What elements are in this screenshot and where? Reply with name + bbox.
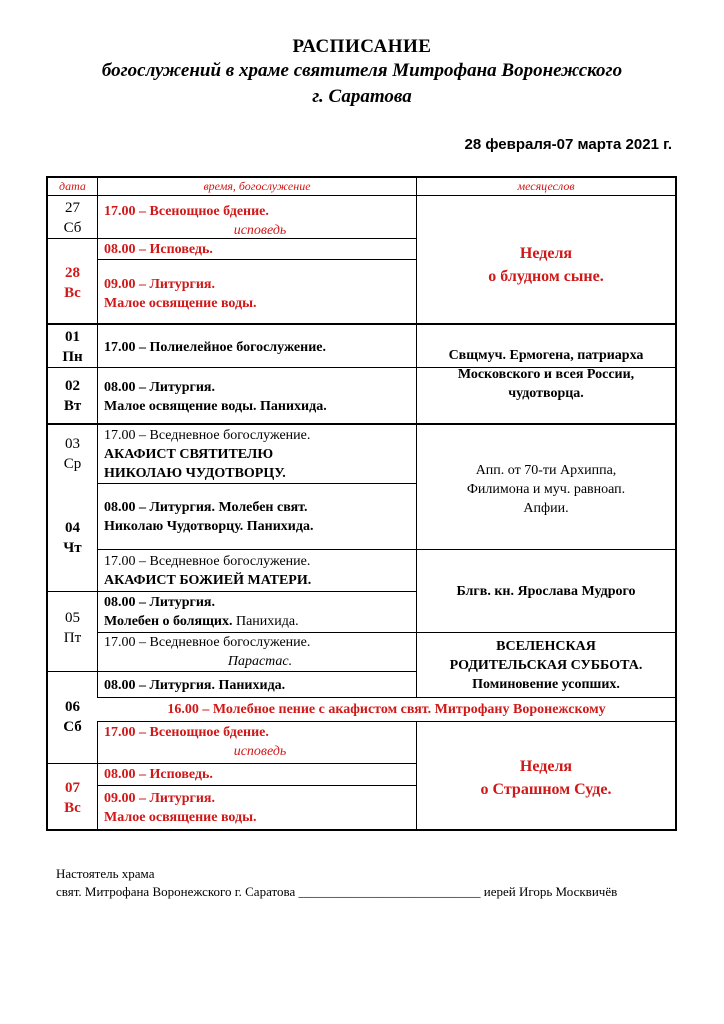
service-entry: 09.00 – Литургия. Малое освящение воды. xyxy=(104,791,257,825)
footer-signature-line: свят. Митрофана Воронежского г. Саратова ____________________________ иерей Игорь Москвичёв xyxy=(56,884,618,899)
date-cell: 01 Пн xyxy=(62,329,83,365)
service-entry: 17.00 – Всенощное бдение. исповедь xyxy=(104,725,287,759)
menologion-entry: Неделя о блудном сыне. xyxy=(488,245,604,285)
date-cell: 06 Сб xyxy=(63,699,82,735)
service-entry: 08.00 – Исповедь. xyxy=(104,242,213,257)
document-title: РАСПИСАНИЕ xyxy=(292,36,432,57)
date-cell: 04 Чт xyxy=(63,520,82,556)
date-cell: 05 Пт xyxy=(63,610,82,646)
service-entry: 08.00 – Исповедь. xyxy=(104,767,213,782)
document-subtitle-city: г. Саратова xyxy=(312,86,412,107)
document-subtitle: богослужений в храме святителя Митрофана Воронежского xyxy=(101,60,623,81)
service-entry: 17.00 – Вседневное богослужение. АКАФИСТ СВЯТИТЕЛЮ НИКОЛАЮ ЧУДОТВОРЦУ. xyxy=(104,428,311,481)
column-header-menologion: месяцеслов xyxy=(517,179,575,193)
service-entry: 08.00 – Литургия. Панихида. xyxy=(104,678,286,693)
service-entry: 08.00 – Литургия. Молебен о болящих. Панихида. xyxy=(104,595,299,629)
service-entry: 17.00 – Всенощное бдение. исповедь xyxy=(104,204,287,238)
menologion-entry: ВСЕЛЕНСКАЯ РОДИТЕЛЬСКАЯ СУББОТА. Поминовение усопших. xyxy=(449,639,643,692)
date-cell: 07 Вс xyxy=(64,780,81,816)
menologion-entry: Блгв. кн. Ярослава Мудрого xyxy=(456,584,636,599)
service-entry-feast: 16.00 – Молебное пение с акафистом свят. Митрофану Воронежскому xyxy=(167,702,606,717)
date-cell: 27 Сб xyxy=(63,200,82,236)
service-entry: 17.00 – Вседневное богослужение. Парастас. xyxy=(104,635,311,669)
column-header-service: время, богослужение xyxy=(203,179,311,193)
service-entry: 09.00 – Литургия. Малое освящение воды. xyxy=(104,277,257,311)
service-entry: 08.00 – Литургия. Малое освящение воды. Панихида. xyxy=(104,380,327,414)
date-range: 28 февраля-07 марта 2021 г. xyxy=(464,136,672,153)
column-header-date: дата xyxy=(59,179,86,193)
service-entry: 08.00 – Литургия. Молебен свят. Николаю Чудотворцу. Панихида. xyxy=(104,500,314,534)
service-entry: 17.00 – Вседневное богослужение. АКАФИСТ БОЖИЕЙ МАТЕРИ. xyxy=(104,554,312,588)
footer-rector-label: Настоятель храма xyxy=(56,866,155,881)
service-entry: 17.00 – Полиелейное богослужение. xyxy=(104,340,326,355)
date-cell: 03 Ср xyxy=(63,436,82,472)
date-cell: 28 Вс xyxy=(64,265,81,301)
date-cell: 02 Вт xyxy=(63,378,82,414)
menologion-entry: Апп. от 70-ти Архиппа, Филимона и муч. равноап. Апфии. xyxy=(466,463,626,516)
menologion-entry: Неделя о Страшном Суде. xyxy=(480,758,612,798)
menologion-entry: Свщмуч. Ермогена, патриарха Московского и всея России, чудотворца. xyxy=(448,348,644,401)
